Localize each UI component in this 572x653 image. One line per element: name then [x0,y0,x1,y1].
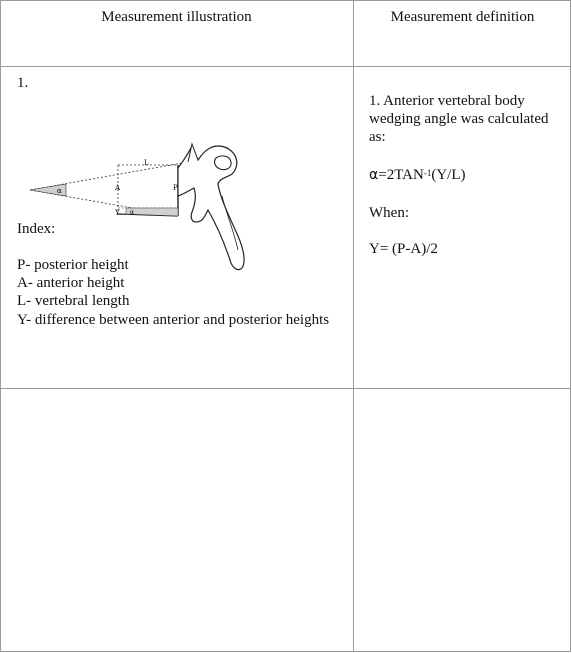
foramen-outline [215,156,232,170]
formula-pre: =2TAN [378,167,424,183]
index-item-vertebral-length: L- vertebral length [17,293,130,309]
definition-line-3: as: [369,129,386,145]
formula-post: (Y/L) [431,167,466,183]
y-formula: Y= (P-A)/2 [369,241,438,257]
header-row-divider [0,66,571,67]
formula-alpha: α [369,167,379,183]
empty-illustration-cell [0,389,353,652]
vertebral-arch-outline [178,146,244,270]
wedging-angle-formula [369,166,465,184]
row-number: 1. [17,75,29,91]
label-P: P [173,184,178,192]
empty-definition-cell [354,389,571,652]
definition-line-1: 1. Anterior vertebral body [369,93,525,109]
definition-line-2: wedging angle was calculated [369,111,549,127]
angle-alpha-label: α [57,187,62,195]
lower-alpha-label: α [130,209,135,216]
when-label: When: [369,205,409,221]
index-item-posterior-height: P- posterior height [17,257,129,273]
index-item-anterior-height: A- anterior height [17,275,125,291]
header-measurement-illustration: Measurement illustration [101,9,252,25]
label-A: A [115,184,121,192]
label-L: L [144,159,149,167]
label-Y: Y [115,209,120,217]
index-title: Index: [17,221,56,237]
formula-superscript: -1 [423,168,432,178]
header-measurement-definition: Measurement definition [390,9,535,25]
index-item-height-difference: Y- difference between anterior and posterior heights [17,312,330,328]
